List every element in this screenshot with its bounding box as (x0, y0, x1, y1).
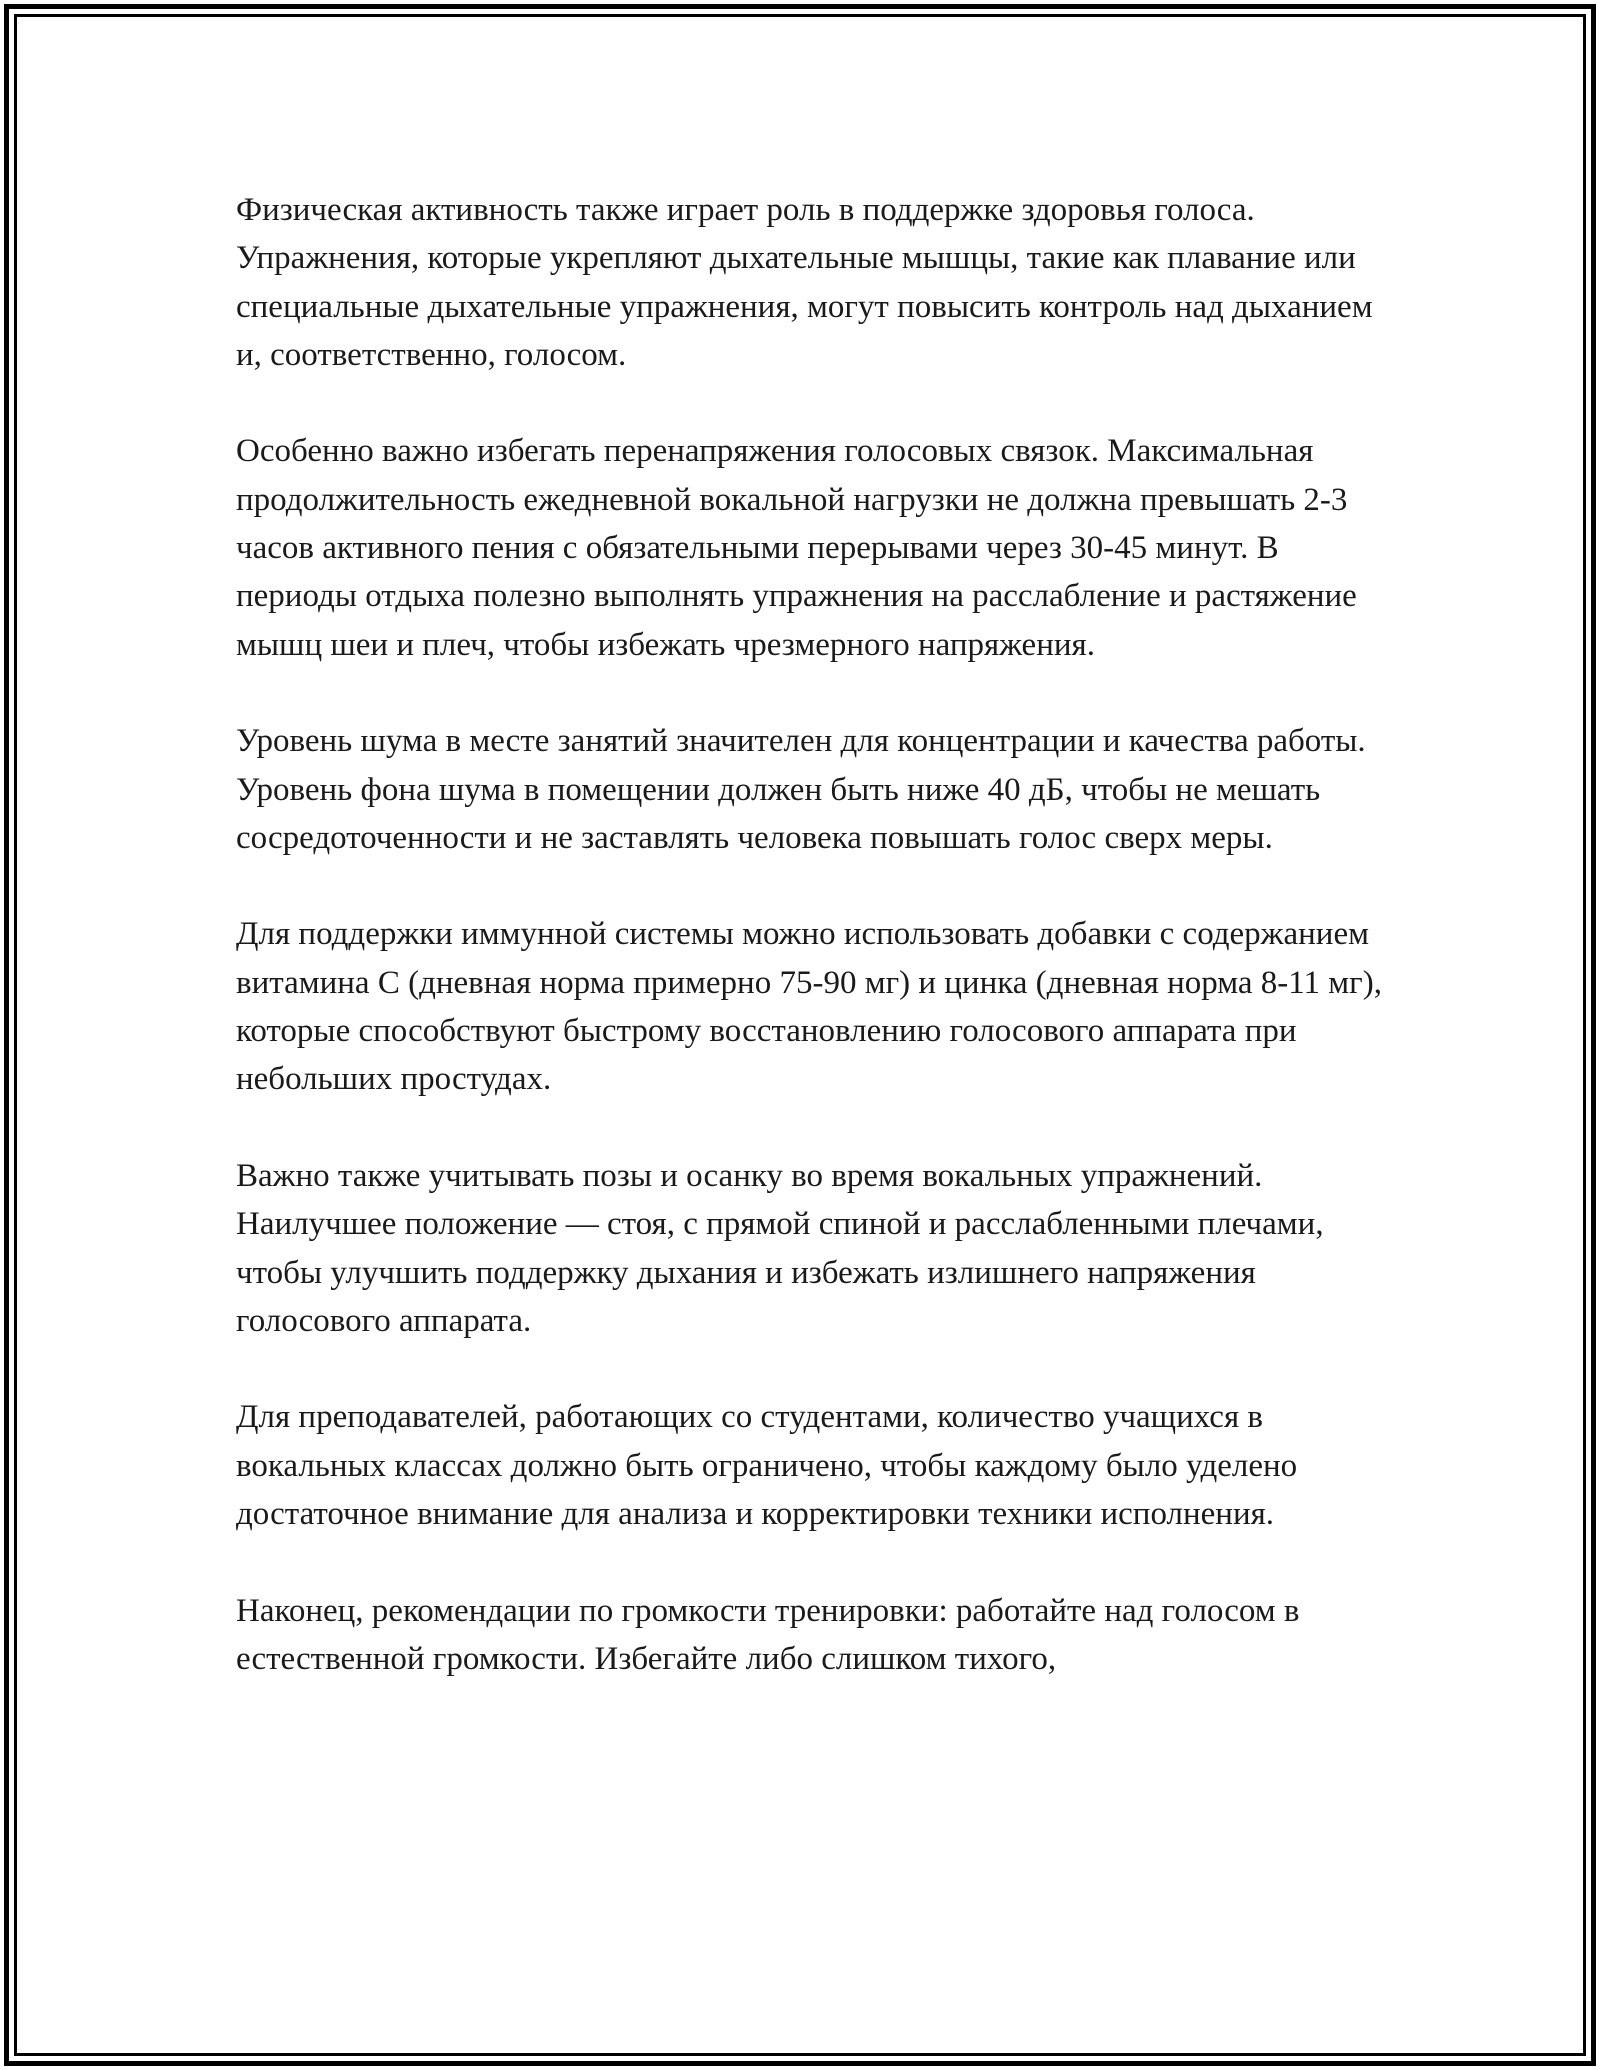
paragraph-posture: Важно также учитывать позы и осанку во время вокальных упражнений. Наилучшее положение — стоя, с прямой спиной и расслабленными плечами, чтобы улучшить поддержку дыхания и избежать излишнего напряжения голосового аппарата. (236, 1157, 1324, 1339)
paragraph-volume: Наконец, рекомендации по громкости тренировки: работайте над голосом в естественной громкости. Избегайте либо слишком тихого, (236, 1592, 1300, 1677)
paragraph-noise-level: Уровень шума в месте занятий значителен для концентрации и качества работы. Уровень фона шума в помещении должен быть ниже 40 дБ, чтобы не мешать сосредоточенности и не заставлять человека повышать голос сверх меры. (236, 723, 1366, 856)
paragraph-vocal-strain: Особенно важно избегать перенапряжения голосовых связок. Максимальная продолжительность ежедневной вокальной нагрузки не должна превышать 2-3 часов активного пения с обязательными перерывами через 30-45 минут. В периоды отдыха полезно выполнять упражнения на расслабление и растяжение мышц шеи и плеч, чтобы избежать чрезмерного напряжения. (236, 433, 1357, 663)
document-body (236, 186, 1386, 1732)
paragraph-teachers: Для преподавателей, работающих со студентами, количество учащихся в вокальных классах должно быть ограничено, чтобы каждому было уделено достаточное внимание для анализа и корректировки техники исполнения. (236, 1399, 1298, 1533)
paragraph-physical-activity: Физическая активность также играет роль в поддержке здоровья голоса. Упражнения, которые укрепляют дыхательные мышцы, такие как плавание или специальные дыхательные упражнения, могут повысить контроль над дыханием и, соответственно, голосом. (236, 192, 1373, 373)
paragraph-immune-support: Для поддержки иммунной системы можно использовать добавки с содержанием витамина С (дневная норма примерно 75-90 мг) и цинка (дневная норма 8-11 мг), которые способствуют быстрому восстановлению голосового аппарата при небольших простудах. (236, 916, 1382, 1098)
